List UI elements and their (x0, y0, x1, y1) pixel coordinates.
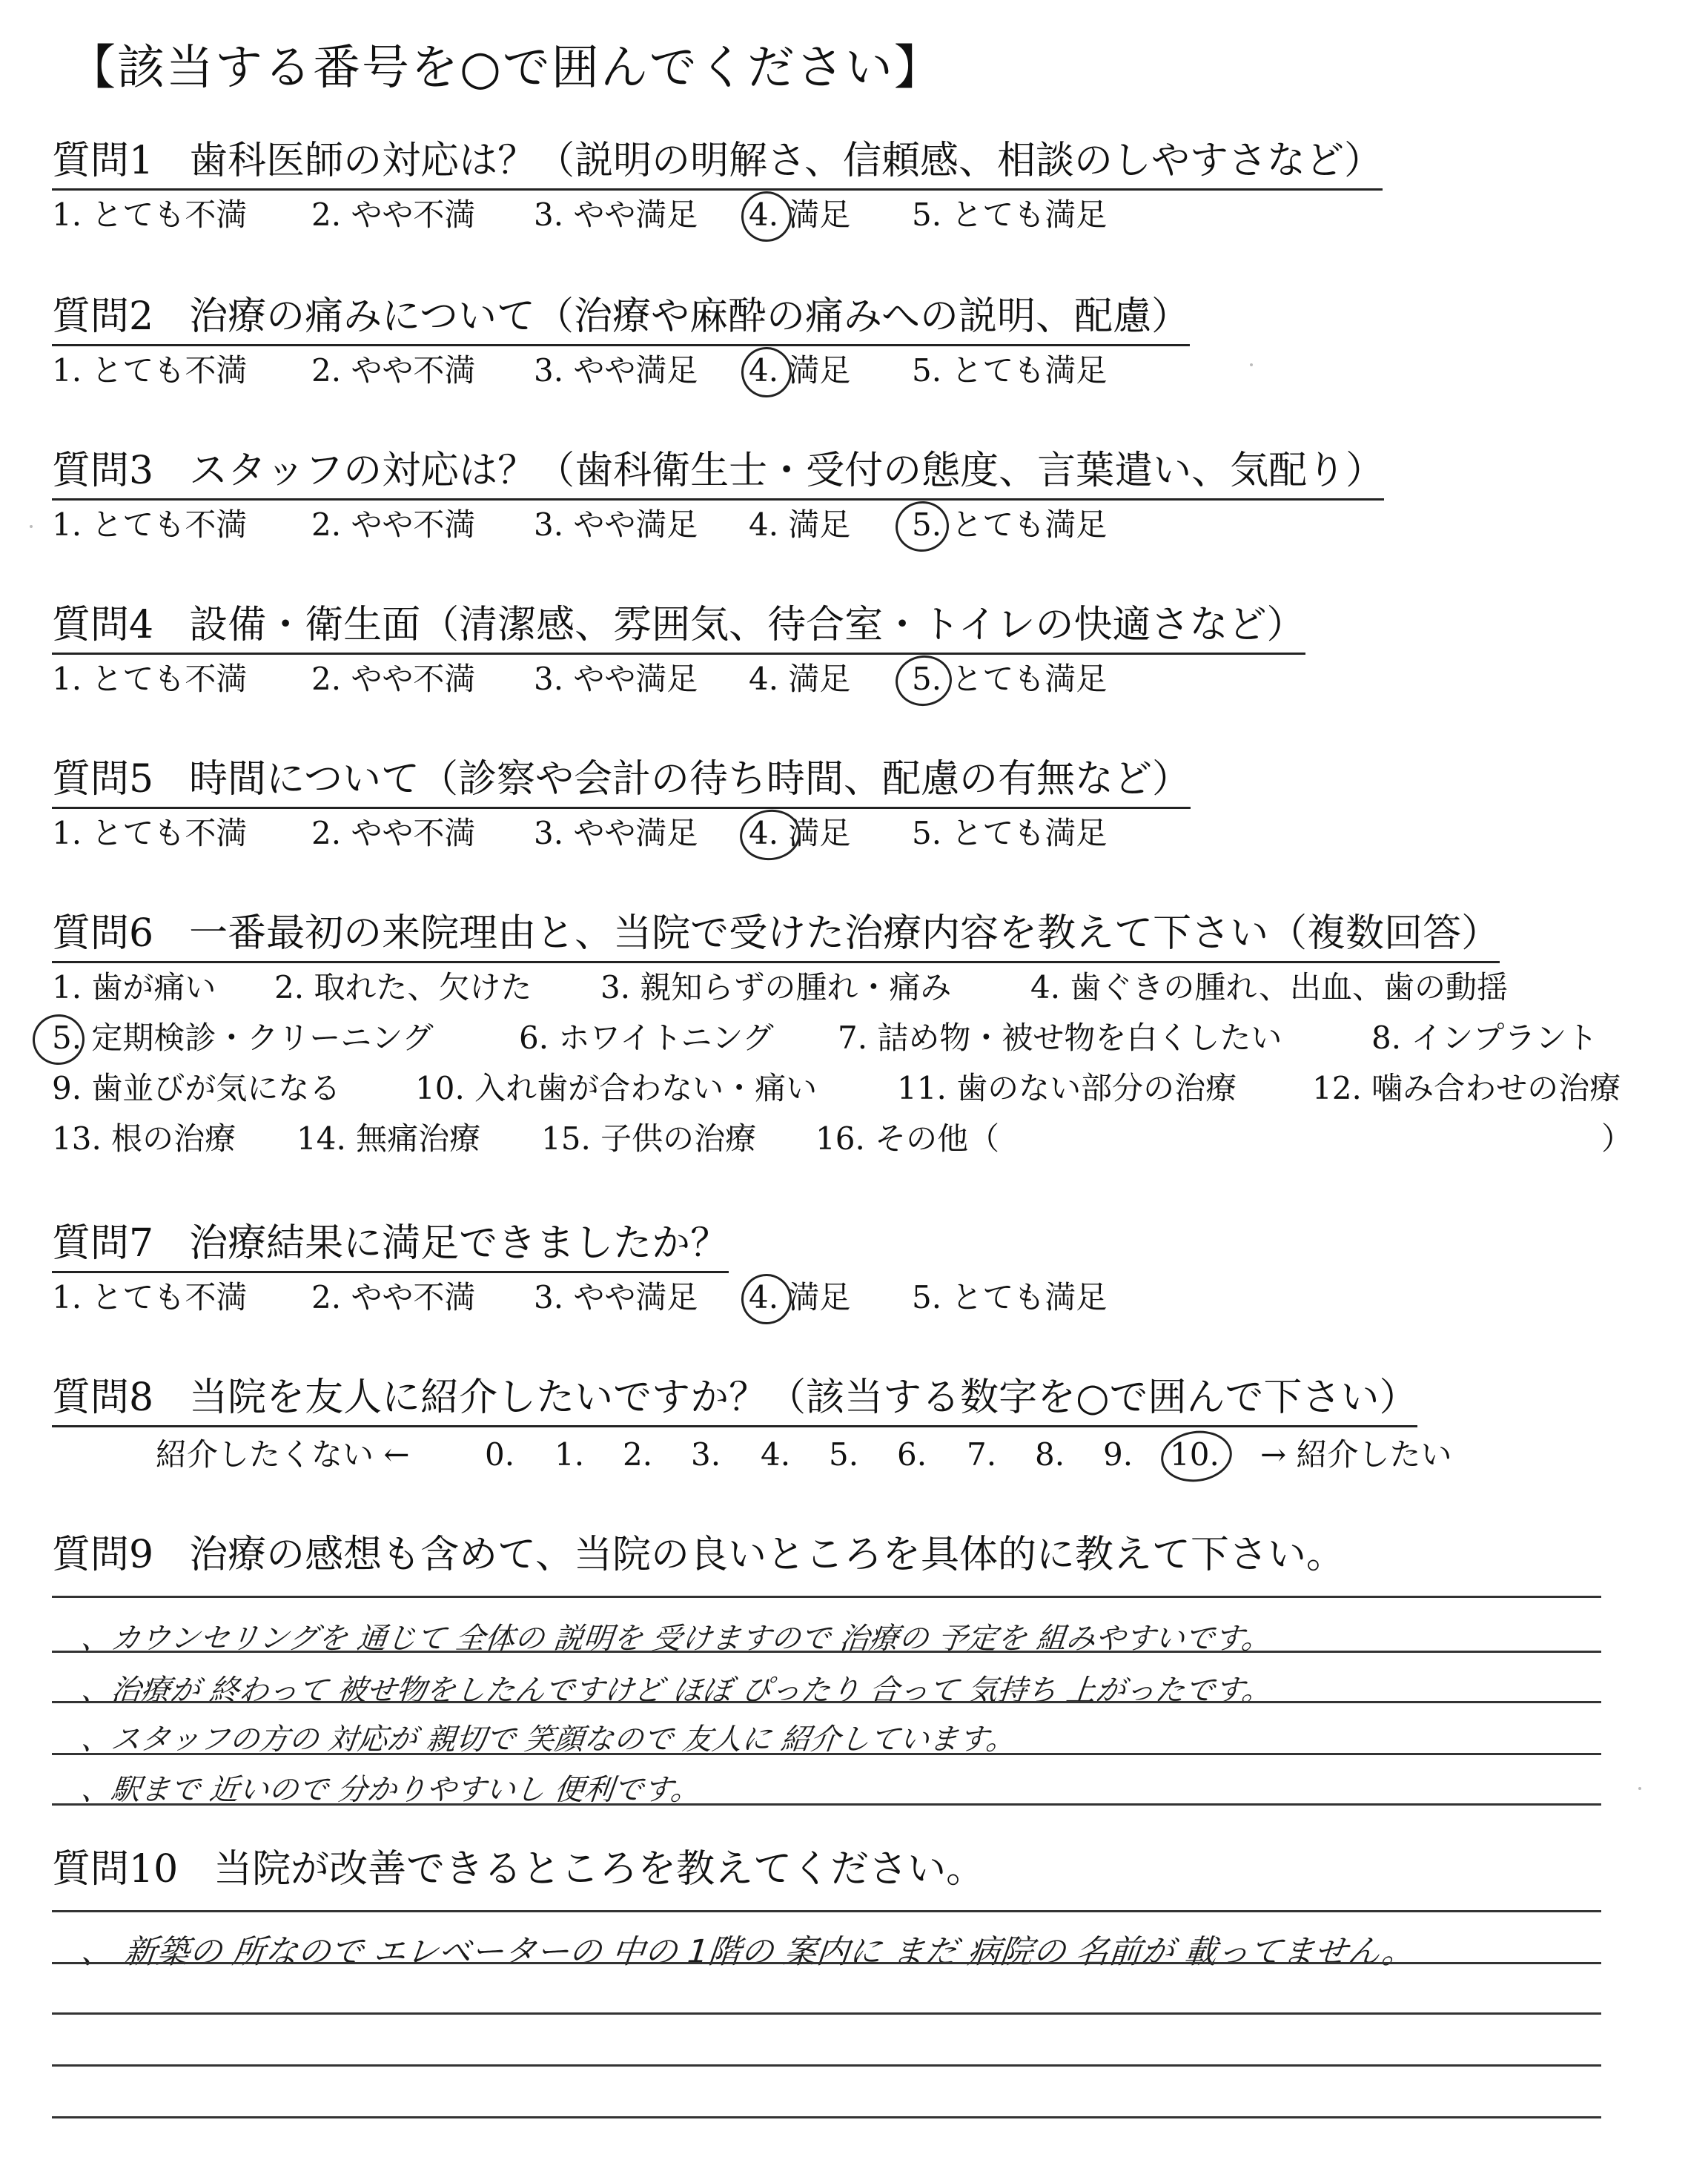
option-7[interactable]: 7. 詰め物・被せ物を白くしたい (838, 1020, 1282, 1056)
question-label: 質問7 (52, 1221, 154, 1266)
handwritten-answer-2: 、治療が 終わって 被せ物をしたんですけど ほぼ ぴったり 合って 気持ち 上がったです。 (79, 1674, 1274, 1708)
question-text: 当院が改善できるところを教えてください。 (214, 1847, 985, 1892)
question-1-header (52, 138, 1383, 191)
option-1[interactable]: 1. とても不満 (52, 196, 248, 233)
answer-line (52, 1753, 1601, 1755)
option-8[interactable]: 8. インプラント (1371, 1020, 1598, 1056)
handwritten-answer-1: 、カウンセリングを 通じて 全体の 説明を 受けますので 治療の 予定を 組みやすいです。 (79, 1622, 1274, 1656)
question-5-header (52, 756, 1191, 809)
question-text: 治療の感想も含めて、当院の良いところを具体的に教えて下さい。 (189, 1533, 1345, 1577)
option-2[interactable]: 2. やや不満 (311, 352, 476, 389)
answer-line (52, 1701, 1601, 1703)
option-10[interactable]: 10. 入れ歯が合わない・痛い (415, 1070, 818, 1106)
scale-1[interactable]: 1. (555, 1436, 585, 1473)
scale-3[interactable]: 3. (691, 1436, 721, 1473)
option-1[interactable]: 1. とても不満 (52, 506, 248, 543)
option-2[interactable]: 2. 取れた、欠けた (274, 969, 532, 1005)
scale-9[interactable]: 9. (1103, 1436, 1133, 1473)
scale-10[interactable]: 10. (1170, 1436, 1219, 1473)
question-text: 治療結果に満足できましたか？ (189, 1221, 729, 1266)
question-text: 一番最初の来院理由と、当院で受けた治療内容を教えて下さい（複数回答） (189, 911, 1500, 956)
scale-6[interactable]: 6. (897, 1436, 927, 1473)
option-1[interactable]: 1. とても不満 (52, 352, 248, 389)
option-11[interactable]: 11. 歯のない部分の治療 (897, 1070, 1237, 1106)
question-8-header (52, 1375, 1417, 1427)
answer-line (52, 2012, 1601, 2015)
option-12[interactable]: 12. 噛み合わせの治療 (1312, 1070, 1621, 1106)
question-label: 質問6 (52, 911, 154, 956)
question-3-header (52, 448, 1384, 501)
question-4-header (52, 602, 1305, 655)
option-2[interactable]: 2. やや不満 (311, 506, 476, 543)
handwritten-answer-3: 、スタッフの方の 対応が 親切で 笑顔なので 友人に 紹介しています。 (79, 1723, 1018, 1757)
option-3[interactable]: 3. やや満足 (534, 352, 698, 389)
option-4[interactable]: 4. 歯ぐきの腫れ、出血、歯の動揺 (1030, 969, 1508, 1005)
scale-8[interactable]: 8. (1035, 1436, 1065, 1473)
option-1[interactable]: 1. とても不満 (52, 661, 248, 697)
question-10-header (52, 1846, 984, 1897)
answer-line (52, 1962, 1601, 1964)
handwritten-answer-4: 、駅まで 近いので 分かりやすいし 便利です。 (79, 1773, 703, 1807)
option-16[interactable]: 16. その他（ (815, 1120, 1000, 1157)
option-5[interactable]: 5. とても満足 (912, 1279, 1108, 1315)
option-15[interactable]: 15. 子供の治療 (541, 1120, 757, 1157)
option-5[interactable]: 5. とても満足 (912, 661, 1108, 697)
scale-7[interactable]: 7. (967, 1436, 997, 1473)
question-text: 設備・衛生面（清潔感、雰囲気、待合室・トイレの快適さなど） (189, 603, 1305, 647)
option-4[interactable]: 4. 満足 (749, 352, 851, 389)
question-label: 質問10 (52, 1847, 179, 1892)
question-7-header (52, 1221, 729, 1273)
option-2[interactable]: 2. やや不満 (311, 1279, 476, 1315)
option-1[interactable]: 1. とても不満 (52, 815, 248, 851)
other-close-paren: ） (1601, 1120, 1633, 1157)
question-text: 歯科医師の対応は？（説明の明解さ、信頼感、相談のしやすさなど） (189, 139, 1383, 183)
question-9-header (52, 1532, 1345, 1582)
scale-5[interactable]: 5. (829, 1436, 859, 1473)
answer-line (52, 2116, 1601, 2118)
question-label: 質問2 (52, 294, 154, 339)
answer-line (52, 1910, 1601, 1912)
option-6[interactable]: 6. ホワイトニング (519, 1020, 774, 1056)
scan-speck (30, 525, 33, 528)
option-3[interactable]: 3. やや満足 (534, 506, 698, 543)
scan-speck (1638, 1787, 1641, 1790)
option-5[interactable]: 5. とても満足 (912, 506, 1108, 543)
scale-2[interactable]: 2. (623, 1436, 653, 1473)
question-label: 質問9 (52, 1533, 154, 1577)
option-13[interactable]: 13. 根の治療 (52, 1120, 236, 1157)
question-text: 治療の痛みについて（治療や麻酔の痛みへの説明、配慮） (189, 294, 1191, 339)
answer-line (52, 1651, 1601, 1653)
option-5[interactable]: 5. とても満足 (912, 815, 1108, 851)
answer-line (52, 2064, 1601, 2067)
option-5[interactable]: 5. 定期検診・クリーニング (52, 1020, 434, 1056)
question-label: 質問3 (52, 449, 154, 493)
handwritten-answer-1: 、 新築の 所なので エレベーターの 中の 1階の 案内に まだ 病院の 名前が 載ってません。 (79, 1933, 1417, 1971)
scale-right-label: → 紹介したい (1260, 1436, 1452, 1473)
option-1[interactable]: 1. 歯が痛い (52, 969, 216, 1005)
scale-left-label: 紹介したくない ← (156, 1436, 410, 1473)
option-3[interactable]: 3. 親知らずの腫れ・痛み (600, 969, 952, 1005)
question-text: スタッフの対応は？（歯科衛生士・受付の態度、言葉遣い、気配り） (189, 449, 1385, 493)
question-6-header (52, 911, 1500, 963)
option-2[interactable]: 2. やや不満 (311, 815, 476, 851)
option-4[interactable]: 4. 満足 (749, 506, 851, 543)
question-label: 質問5 (52, 757, 154, 802)
option-3[interactable]: 3. やや満足 (534, 661, 698, 697)
scale-0[interactable]: 0. (485, 1436, 515, 1473)
option-4[interactable]: 4. 満足 (749, 661, 851, 697)
question-label: 質問1 (52, 139, 154, 183)
answer-line (52, 1803, 1601, 1806)
page-title: 【該当する番号を○で囲んでください】 (68, 41, 943, 96)
question-2-header (52, 294, 1190, 346)
scan-speck (1250, 363, 1253, 366)
option-4[interactable]: 4. 満足 (749, 196, 851, 233)
option-4[interactable]: 4. 満足 (749, 1279, 851, 1315)
option-1[interactable]: 1. とても不満 (52, 1279, 248, 1315)
option-3[interactable]: 3. やや満足 (534, 196, 698, 233)
option-2[interactable]: 2. やや不満 (311, 661, 476, 697)
option-14[interactable]: 14. 無痛治療 (297, 1120, 481, 1157)
option-4[interactable]: 4. 満足 (749, 815, 851, 851)
option-2[interactable]: 2. やや不満 (311, 196, 476, 233)
option-3[interactable]: 3. やや満足 (534, 1279, 698, 1315)
question-text: 当院を友人に紹介したいですか？（該当する数字を○で囲んで下さい） (189, 1375, 1418, 1420)
answer-line (52, 1596, 1601, 1598)
question-label: 質問8 (52, 1375, 154, 1420)
question-label: 質問4 (52, 603, 154, 647)
scale-4[interactable]: 4. (761, 1436, 791, 1473)
option-5[interactable]: 5. とても満足 (912, 352, 1108, 389)
option-3[interactable]: 3. やや満足 (534, 815, 698, 851)
option-5[interactable]: 5. とても満足 (912, 196, 1108, 233)
option-9[interactable]: 9. 歯並びが気になる (52, 1070, 341, 1106)
question-text: 時間について（診察や会計の待ち時間、配慮の有無など） (189, 757, 1191, 802)
